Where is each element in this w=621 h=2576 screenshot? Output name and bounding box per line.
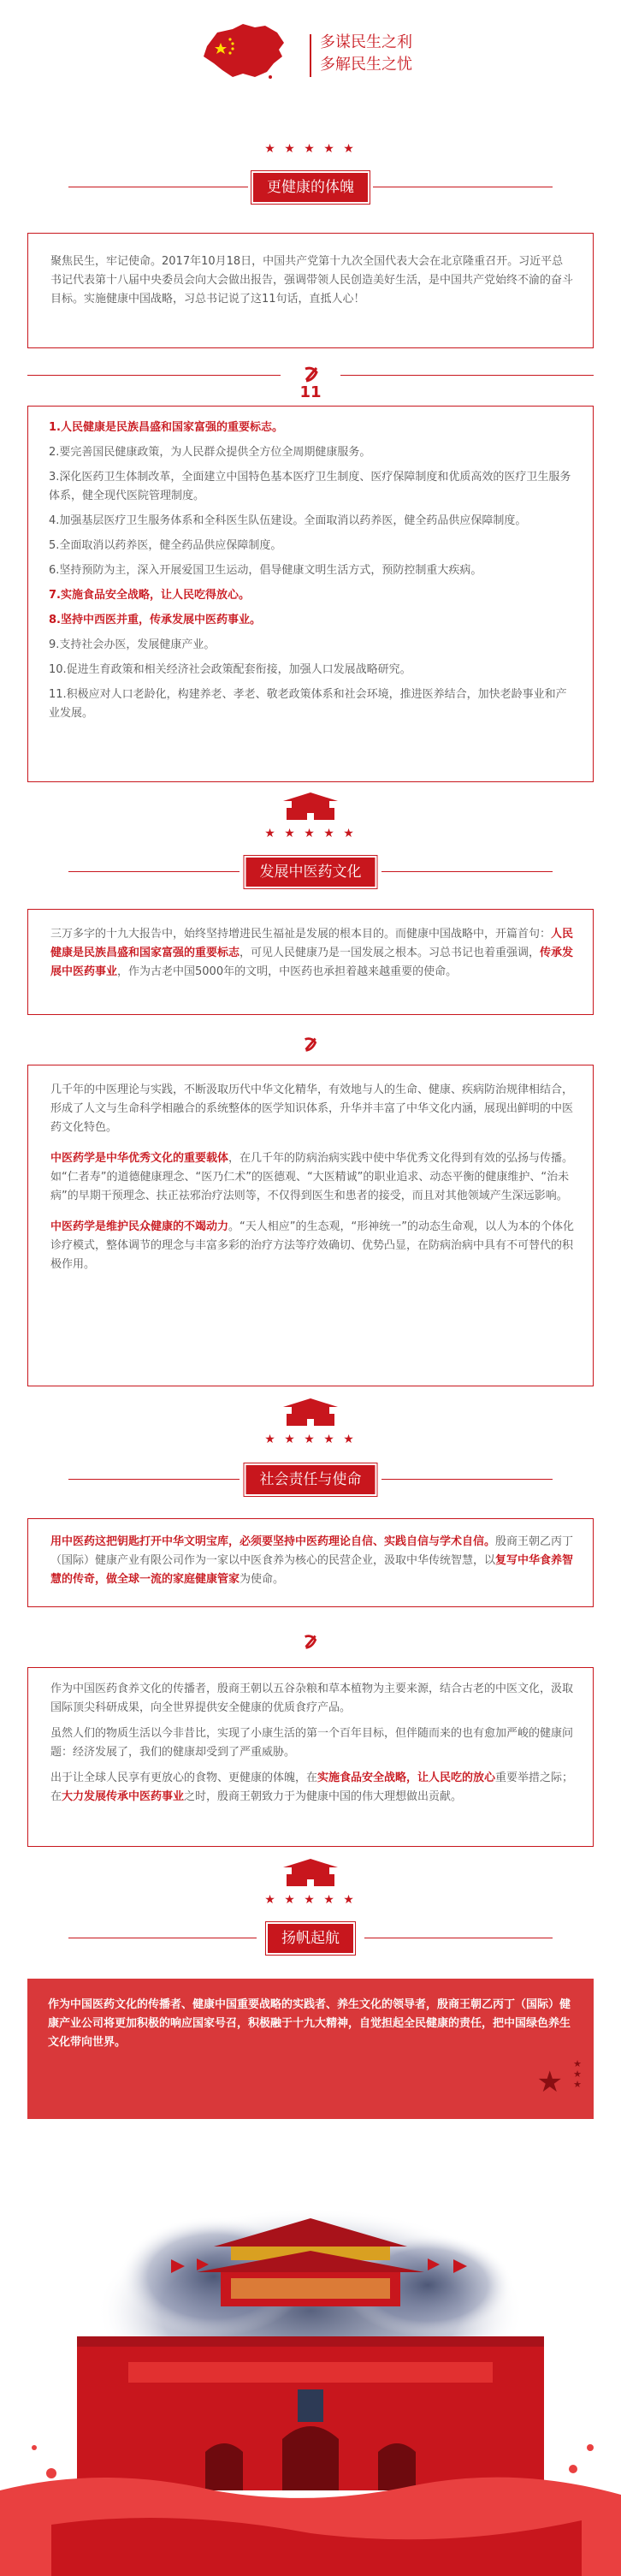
tcm-paragraph-4: 中医药学是维护民众健康的不竭动力。“天人相应”的生态观，“形神统一”的动态生命观，以人为本的个体化诊疗模式，整体调节的理念与丰富多彩的治疗方法等疗效确切、优势凸显，在防病治病中具有不可替代的积极作用。 bbox=[50, 1220, 574, 1271]
title-line-right bbox=[381, 1479, 553, 1480]
section-title-tcm: 发展中医药文化 bbox=[245, 856, 377, 888]
list-item: 4.加强基层医疗卫生服务体系和全科医生队伍建设。全面取消以药养医，健全药品供应保障制度。 bbox=[49, 514, 527, 527]
tiananmen-illustration bbox=[0, 2165, 621, 2576]
list-item: 2.要完善国民健康政策，为人民群众提供全方位全周期健康服务。 bbox=[49, 446, 371, 459]
section-title-setsail: 扬帆起航 bbox=[266, 1922, 355, 1955]
tcm-card-1 bbox=[27, 909, 594, 1015]
tiananmen-icon bbox=[278, 1397, 343, 1427]
tcm-paragraph-1: 三万多字的十九大报告中，始终坚持增进民生福祉是发展的根本目的。而健康中国战略中，开篇首句：人民健康是民族昌盛和国家富强的重要标志，可见人民健康乃是一国发展之根本。习总书记也着重强调，传承发展中医药事业，作为古老中国5000年的文明，中医药也承担着越来越重要的使命。 bbox=[50, 928, 574, 978]
company-paragraph-3: 出于让全球人民享有更放心的食物、更健康的体魄，在实施食品安全战略，让人民吃的放心重要举措之际；在大力发展传承中医药事业之时，殷商王朝致力于为健康中国的伟大理想做出贡献。 bbox=[50, 1772, 574, 1803]
highlight: 中医药学是中华优秀文化的重要载体 bbox=[50, 1152, 229, 1165]
party-emblem-icon bbox=[301, 1631, 322, 1652]
list-item: 1.人民健康是民族昌盛和国家富强的重要标志。 bbox=[49, 421, 283, 434]
star-decoration-icon: ★ bbox=[536, 2065, 563, 2099]
setsail-card bbox=[27, 1979, 594, 2119]
china-map-icon bbox=[198, 21, 291, 82]
title-line-left bbox=[68, 1479, 240, 1480]
party-emblem-icon bbox=[301, 1034, 322, 1054]
highlight: 复写中华食养智慧的传奇，做全球一流的家庭健康管家 bbox=[50, 1554, 574, 1586]
company-card-body bbox=[50, 1680, 574, 1812]
list-item: 7.实施食品安全战略，让人民吃得放心。 bbox=[49, 589, 250, 602]
list-item: 3.深化医药卫生体制改革，全面建立中国特色基本医疗卫生制度、医疗保障制度和优质高效的医疗卫生服务体系，健全现代医院管理制度。 bbox=[49, 471, 571, 502]
setsail-text: 作为中国医药文化的传播者、健康中国重要战略的实践者、养生文化的领导者，殷商王朝乙丙丁（国际）健康产业公司将更加积极的响应国家号召，积极融于十九大精神，自觉担起全民健康的责任，把中国绿色养生文化带向世界。 bbox=[48, 1998, 571, 2049]
highlight: 实施食品安全战略，让人民吃的放心 bbox=[317, 1772, 496, 1784]
header-line2: 多解民生之忧 bbox=[320, 56, 412, 74]
highlight: 人民健康是民族昌盛和国家富强的重要标志 bbox=[50, 928, 574, 959]
tcm-paragraph-3: 中医药学是中华优秀文化的重要载体，在几千年的防病治病实践中使中华优秀文化得到有效的弘扬与传播。如“仁者寿”的道德健康理念、“医乃仁术”的医德观、“大医精诚”的职业追求、动态平衡的健康维护、“治未病”的早期干预理念、扶正祛邪治疗法则等，不仅得到医生和患者的接受，而且对其他领域产生深远影响。 bbox=[50, 1152, 574, 1202]
highlight: 大力发展传承中医药事业 bbox=[62, 1790, 185, 1803]
mission-card bbox=[27, 1518, 594, 1607]
list-item: 6.坚持预防为主，深入开展爱国卫生运动，倡导健康文明生活方式，预防控制重大疾病。 bbox=[49, 564, 482, 577]
small-stars-decoration: ★ ★ ★ bbox=[573, 2058, 582, 2090]
highlight: 用中医药这把钥匙打开中华文明宝库，必须要坚持中医药理论自信、实践自信与学术自信。 bbox=[50, 1535, 496, 1548]
tcm-card-2 bbox=[27, 1065, 594, 1386]
stars-decoration: ★ ★ ★ ★ ★ bbox=[264, 142, 357, 156]
stars-decoration: ★ ★ ★ ★ ★ bbox=[264, 1433, 357, 1446]
list-item: 10.促进生育政策和相关经济社会政策配套衔接，加强人口发展战略研究。 bbox=[49, 663, 411, 676]
tcm-paragraph-2: 几千年的中医理论与实践，不断汲取历代中华文化精华，有效地与人的生命、健康、疾病防治规律相结合，形成了人文与生命科学相融合的系统整体的医学知识体系，升华并丰富了中华文化内涵，展现出鲜明的中医药文化特色。 bbox=[50, 1083, 574, 1134]
section-title-health: 更健康的体魄 bbox=[251, 171, 370, 204]
company-paragraph-2: 虽然人们的物质生活以今非昔比，实现了小康生活的第一个百年目标，但伴随而来的也有愈加严峻的健康问题：经济发展了，我们的健康却受到了严重威胁。 bbox=[50, 1727, 574, 1759]
list-item: 9.支持社会办医，发展健康产业。 bbox=[49, 638, 216, 651]
intro-card bbox=[27, 233, 594, 348]
list-item: 8.坚持中西医并重，传承发展中医药事业。 bbox=[49, 614, 261, 626]
list-card bbox=[27, 406, 594, 782]
header-divider bbox=[310, 34, 311, 77]
stars-decoration: ★ ★ ★ ★ ★ bbox=[264, 1893, 357, 1907]
highlight: 中医药学是维护民众健康的不竭动力 bbox=[50, 1220, 229, 1233]
highlight: 传承发展中医药事业 bbox=[50, 947, 574, 978]
divider-left bbox=[27, 375, 281, 376]
tcm-card-2-body bbox=[50, 1081, 574, 1279]
header bbox=[0, 0, 621, 86]
party-emblem-icon bbox=[301, 363, 323, 385]
list bbox=[49, 418, 576, 723]
number-11: 11 bbox=[299, 383, 322, 401]
intro-text: 聚焦民生，牢记使命。2017年10月18日，中国共产党第十九次全国代表大会在北京隆重召开。习近平总书记代表第十八届中央委员会向大会做出报告，强调带领人民创造美好生活，是中国共产党始终不渝的奋斗目标。实施健康中国战略，习总书记说了这11句话，直抵人心！ bbox=[50, 255, 574, 306]
mission-paragraph: 用中医药这把钥匙打开中华文明宝库，必须要坚持中医药理论自信、实践自信与学术自信。殷商王朝乙丙丁（国际）健康产业有限公司作为一家以中医食养为核心的民营企业，汲取中华传统智慧，以复写中华食养智慧的传奇，做全球一流的家庭健康管家为使命。 bbox=[50, 1535, 574, 1586]
divider-right bbox=[340, 375, 594, 376]
tiananmen-icon bbox=[278, 791, 343, 822]
tiananmen-icon bbox=[278, 1857, 343, 1888]
company-card bbox=[27, 1667, 594, 1847]
list-item: 11.积极应对人口老龄化，构建养老、孝老、敬老政策体系和社会环境，推进医养结合，加快老龄事业和产业发展。 bbox=[49, 688, 567, 720]
title-line-left bbox=[68, 871, 240, 872]
company-paragraph-1: 作为中国医药食养文化的传播者，殷商王朝以五谷杂粮和草本植物为主要来源，结合古老的中医文化，汲取国际顶尖科研成果，向全世界提供安全健康的优质食疗产品。 bbox=[50, 1683, 574, 1714]
list-item: 5.全面取消以药养医，健全药品供应保障制度。 bbox=[49, 539, 282, 552]
stars-decoration: ★ ★ ★ ★ ★ bbox=[264, 827, 357, 840]
title-line-right bbox=[381, 871, 553, 872]
section-title-responsibility: 社会责任与使命 bbox=[245, 1463, 377, 1496]
header-line1: 多谋民生之利 bbox=[320, 33, 412, 51]
